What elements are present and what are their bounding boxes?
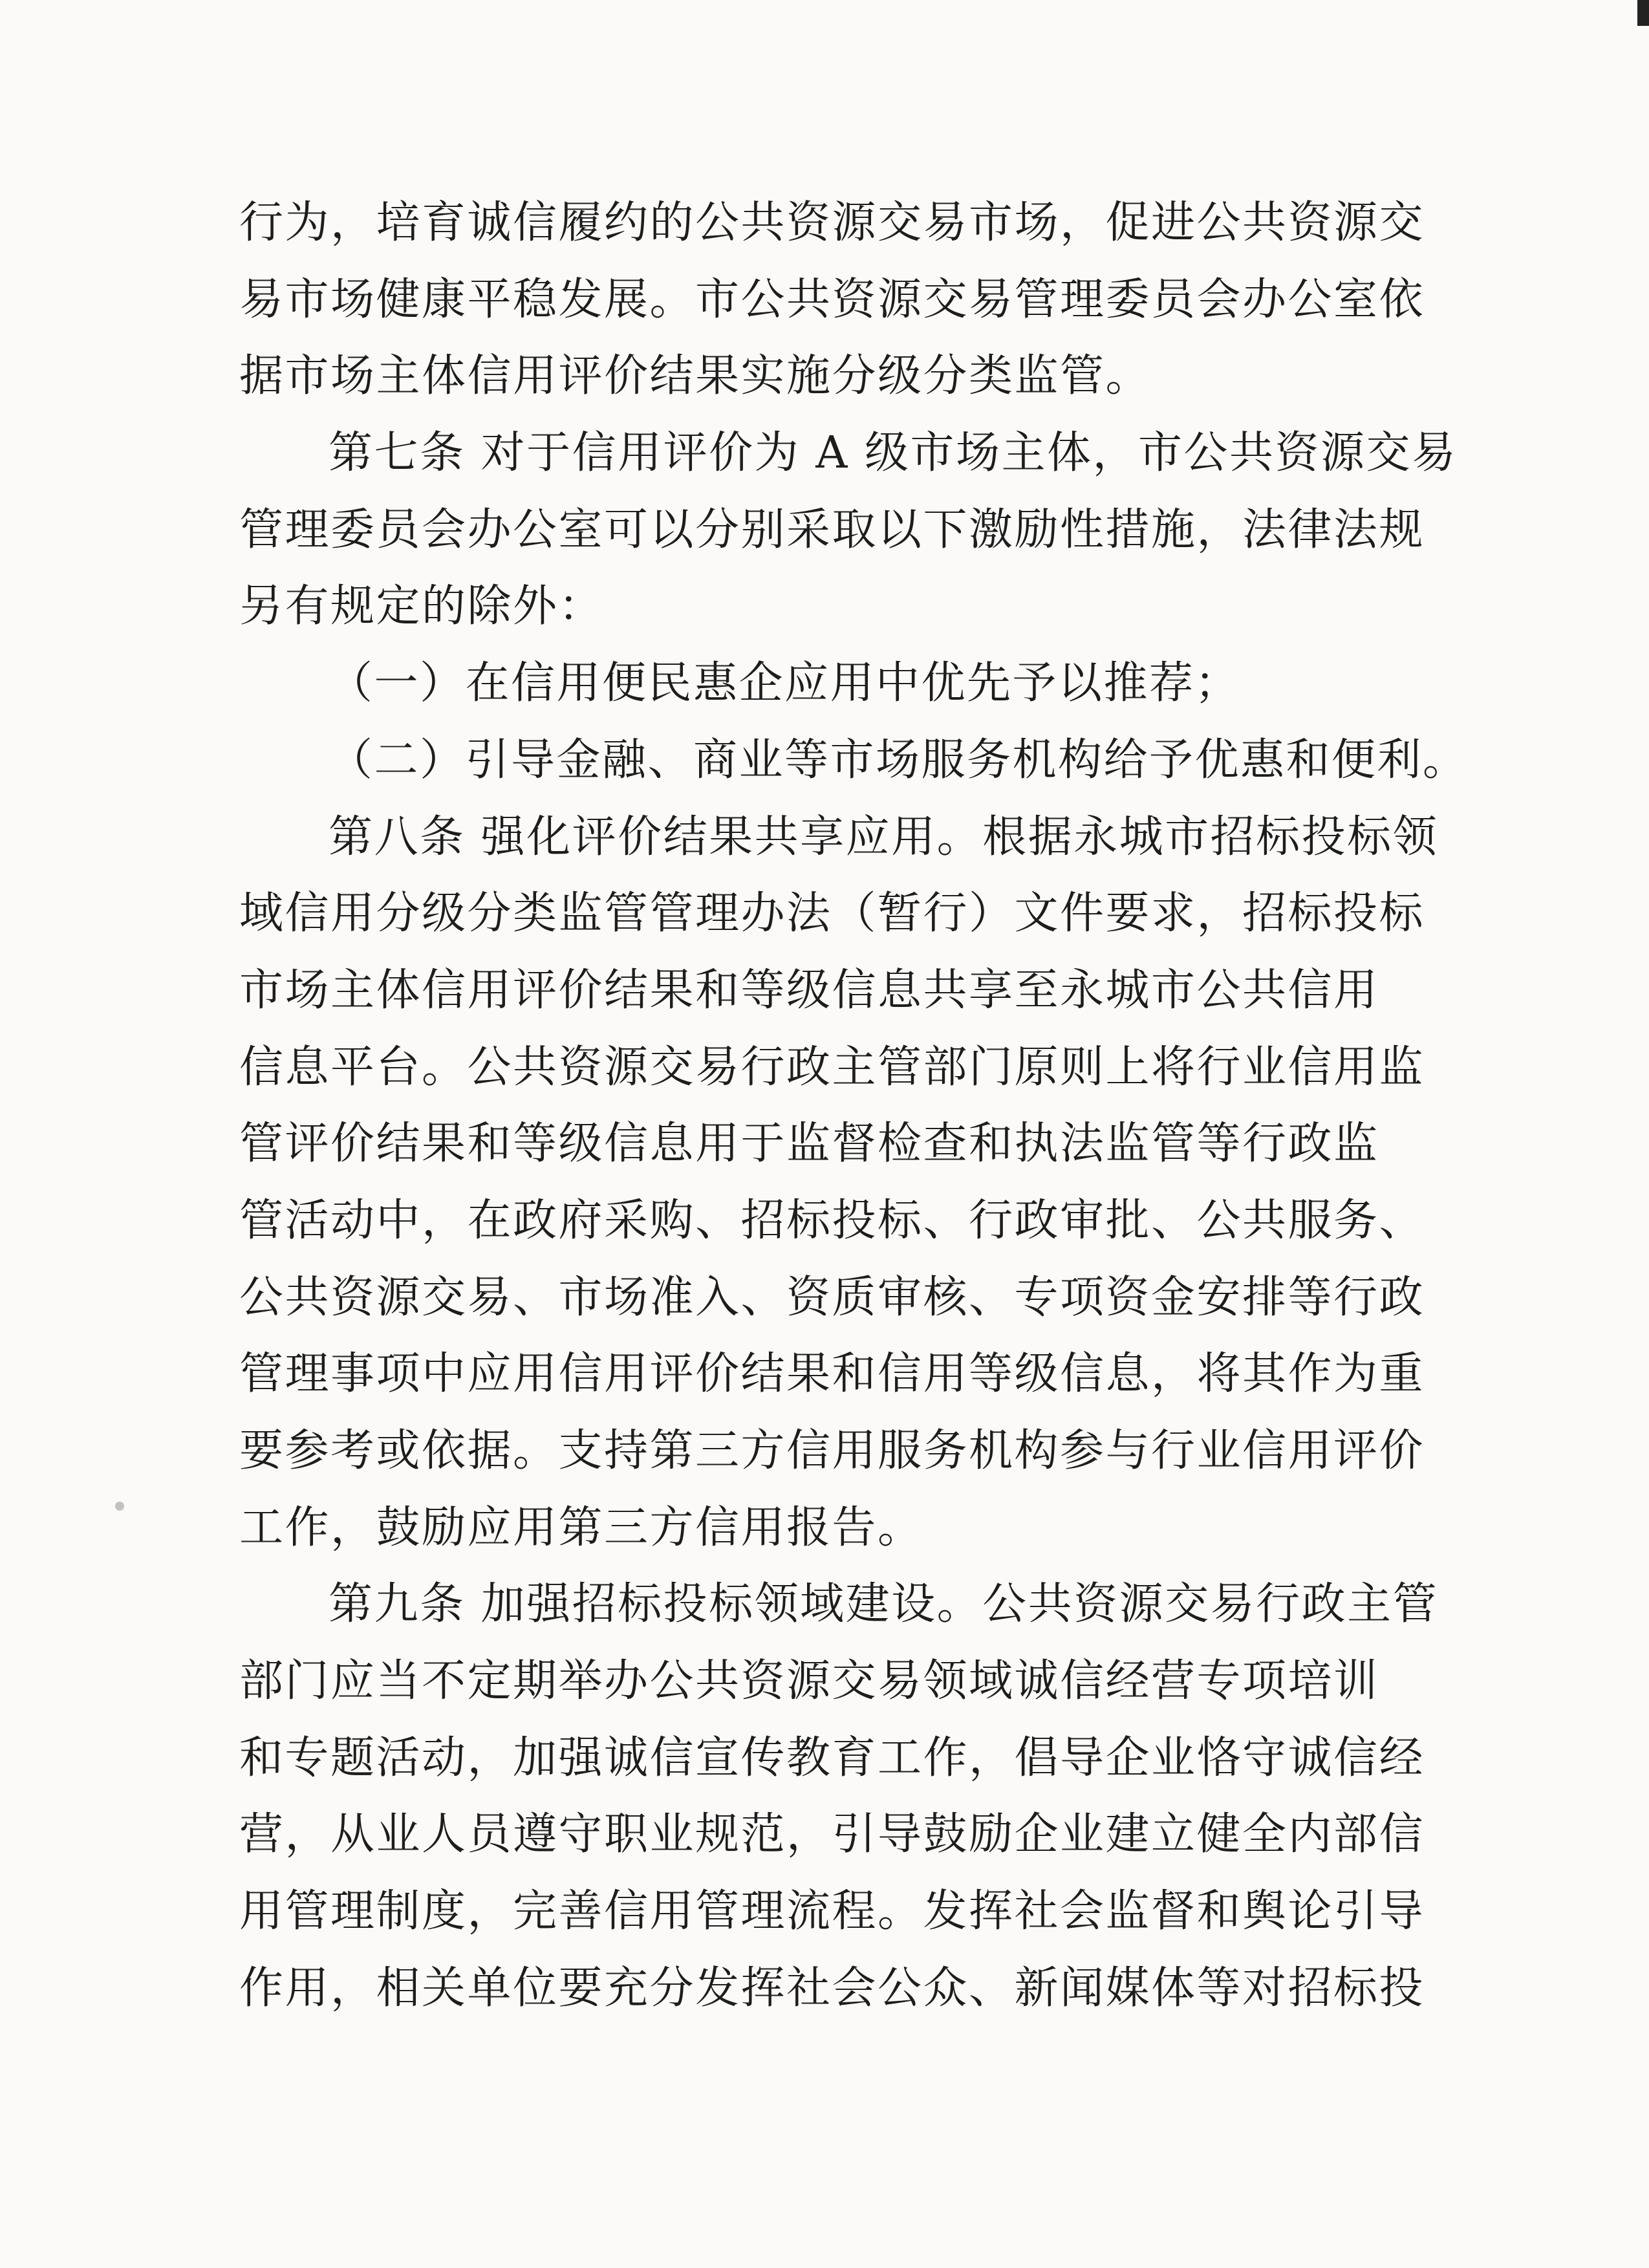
text-line: 管评价结果和等级信息用于监督检查和执法监管等行政监 xyxy=(239,1118,1379,1170)
text-line: 行为，培育诚信履约的公共资源交易市场，促进公共资源交 xyxy=(239,197,1425,248)
text-line: 部门应当不定期举办公共资源交易领域诚信经营专项培训 xyxy=(239,1656,1379,1707)
scan-smudge xyxy=(115,1502,124,1511)
text-line: 信息平台。公共资源交易行政主管部门原则上将行业信用监 xyxy=(239,1041,1425,1093)
list-item-2: （二）引导金融、商业等市场服务机构给予优惠和便利。 xyxy=(329,734,1469,786)
text-line: 作用，相关单位要充分发挥社会公众、新闻媒体等对招标投 xyxy=(239,1962,1425,2014)
text-line: 另有规定的除外： xyxy=(239,581,605,632)
text-line: 公共资源交易、市场准入、资质审核、专项资金安排等行政 xyxy=(239,1271,1425,1323)
text-line: 管活动中，在政府采购、招标投标、行政审批、公共服务、 xyxy=(239,1194,1425,1246)
text-line: 营，从业人员遵守职业规范，引导鼓励企业建立健全内部信 xyxy=(239,1809,1425,1861)
text-line: 用管理制度，完善信用管理流程。发挥社会监督和舆论引导 xyxy=(239,1886,1425,1938)
list-item-1: （一）在信用便民惠企应用中优先予以推荐； xyxy=(329,658,1241,709)
article-9-heading: 第九条 加强招标投标领域建设。公共资源交易行政主管 xyxy=(329,1579,1439,1630)
text-line: 市场主体信用评价结果和等级信息共享至永城市公共信用 xyxy=(239,964,1379,1016)
text-line: 工作，鼓励应用第三方信用报告。 xyxy=(239,1502,923,1553)
article-8-heading: 第八条 强化评价结果共享应用。根据永城市招标投标领 xyxy=(329,811,1439,863)
text-line: 和专题活动，加强诚信宣传教育工作，倡导企业恪守诚信经 xyxy=(239,1732,1425,1784)
text-line: 要参考或依据。支持第三方信用服务机构参与行业信用评价 xyxy=(239,1425,1425,1476)
text-line: 域信用分级分类监管管理办法（暂行）文件要求，招标投标 xyxy=(239,888,1425,940)
text-line: 据市场主体信用评价结果实施分级分类监管。 xyxy=(239,351,1152,402)
scan-edge-mark xyxy=(1637,0,1649,26)
text-line: 管理委员会办公室可以分别采取以下激励性措施，法律法规 xyxy=(239,504,1425,556)
text-line: 易市场健康平稳发展。市公共资源交易管理委员会办公室依 xyxy=(239,274,1425,325)
article-7-heading: 第七条 对于信用评价为 A 级市场主体，市公共资源交易 xyxy=(329,427,1458,479)
document-body xyxy=(239,185,1469,2027)
text-line: 管理事项中应用信用评价结果和信用等级信息，将其作为重 xyxy=(239,1348,1425,1400)
